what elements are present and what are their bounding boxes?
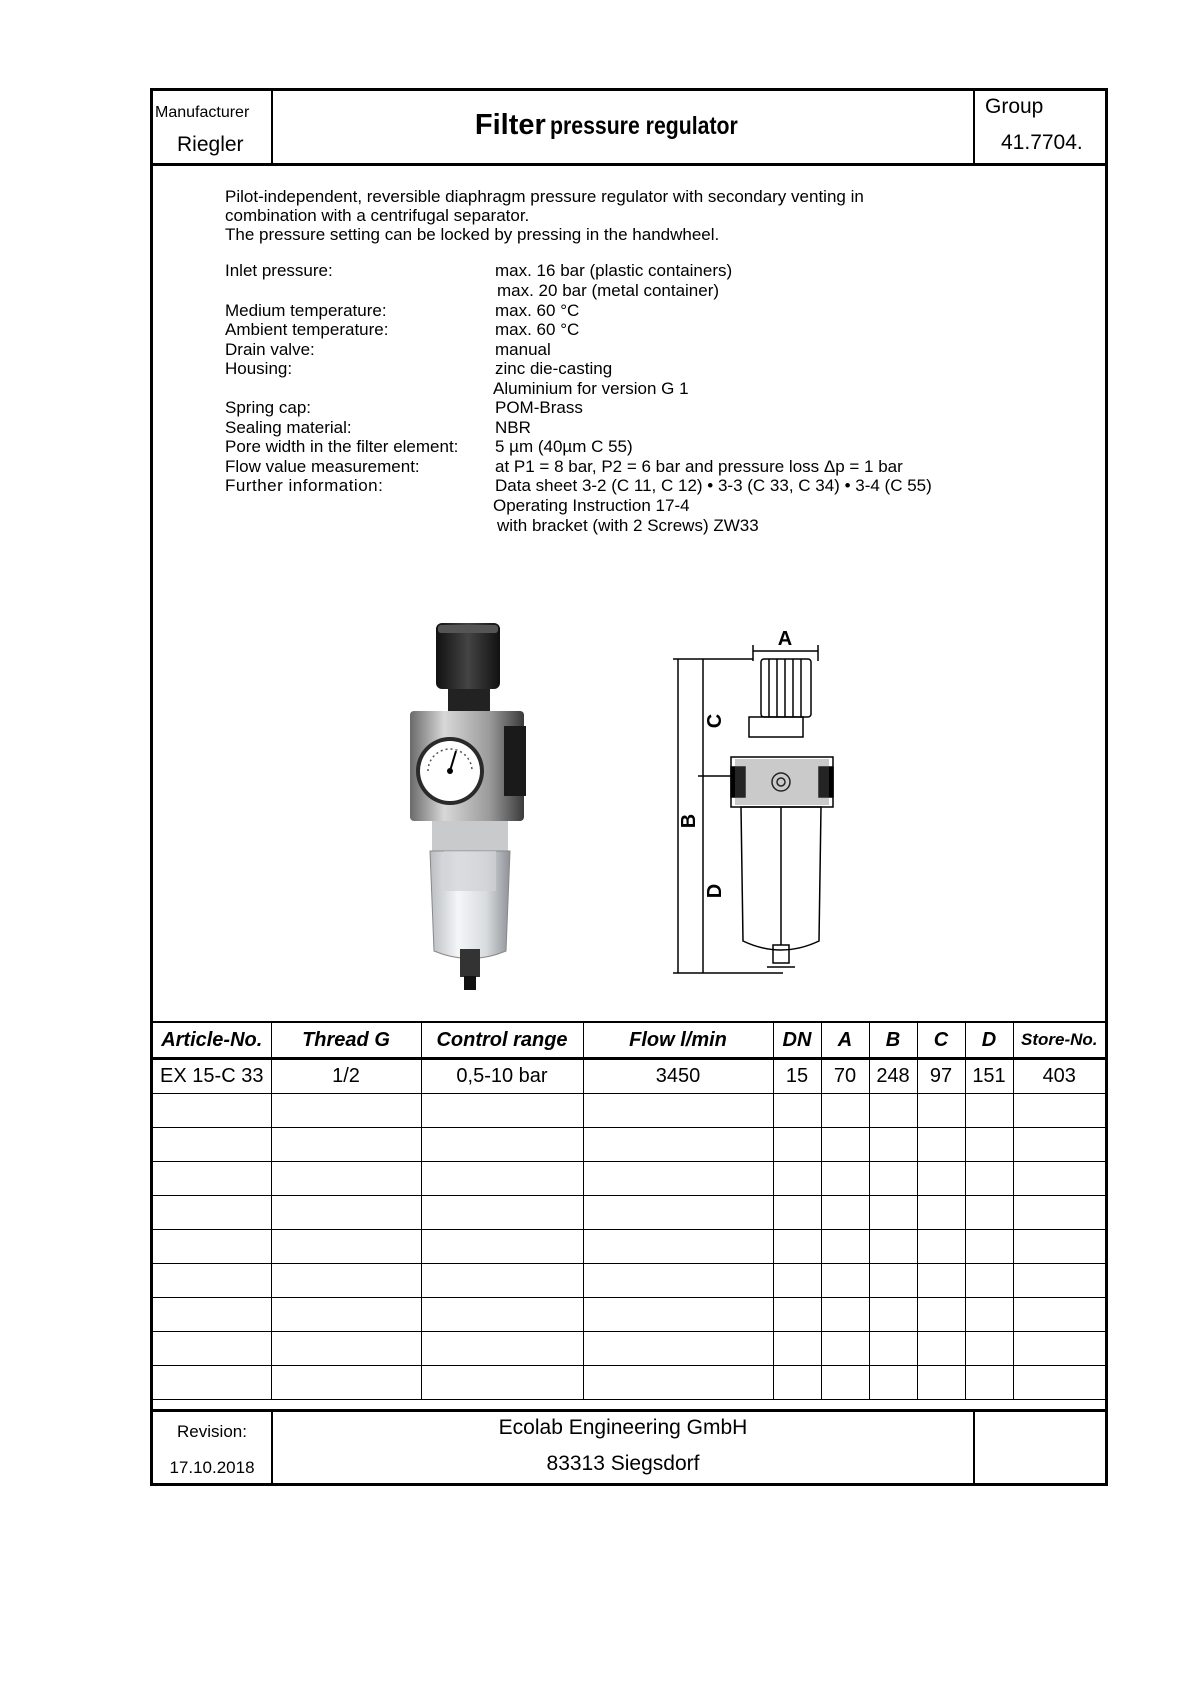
spec-label: Sealing material:: [225, 418, 352, 437]
dimension-label-c: C: [704, 713, 726, 729]
spec-value: NBR: [495, 418, 531, 437]
table-row: [153, 1264, 1105, 1298]
spec-label: Medium temperature:: [225, 301, 387, 320]
spec-label: Further information:: [225, 476, 384, 495]
spec-label: Flow value measurement:: [225, 457, 420, 476]
table-cell: 0,5-10 bar: [421, 1059, 583, 1094]
spec-value: max. 16 bar (plastic containers): [495, 261, 733, 280]
page-title: [273, 109, 973, 142]
table-cell: 248: [869, 1059, 917, 1094]
spec-value: zinc die-casting: [495, 359, 613, 378]
spec-value: max. 60 °C: [495, 320, 580, 339]
table-cell: EX 15-C 33: [153, 1059, 271, 1094]
spec-label: Inlet pressure:: [225, 261, 333, 280]
description-line: The pressure setting can be locked by pressing in the handwheel.: [225, 225, 720, 244]
table-header-row: [153, 1022, 1105, 1059]
table-row: [153, 1366, 1105, 1400]
spec-value: Data sheet 3-2 (C 11, C 12) • 3-3 (C 33, C 34) • 3-4 (C 55): [495, 476, 932, 495]
table-row: [153, 1162, 1105, 1196]
product-photo: [408, 621, 528, 996]
table-cell: 403: [1013, 1059, 1105, 1094]
column-header: Store-No.: [1013, 1022, 1105, 1059]
table-row: [153, 1128, 1105, 1162]
column-header: A: [821, 1022, 869, 1059]
dimension-label-d: D: [704, 883, 726, 899]
column-header: B: [869, 1022, 917, 1059]
column-header: DN: [773, 1022, 821, 1059]
spec-value: with bracket (with 2 Screws) ZW33: [497, 516, 759, 535]
column-header: C: [917, 1022, 965, 1059]
manufacturer-name: Riegler: [177, 133, 244, 156]
company-name: Ecolab Engineering GmbH: [498, 1416, 748, 1439]
spec-label: Housing:: [225, 359, 293, 378]
group-number: 41.7704.: [1001, 131, 1083, 154]
revision-label: Revision:: [177, 1422, 247, 1441]
spec-value: Aluminium for version G 1: [493, 379, 689, 398]
data-sheet: [150, 88, 1108, 1486]
spec-label: Pore width in the filter element:: [225, 437, 459, 456]
title-rest: pressure regulator: [550, 112, 739, 140]
footer: [153, 1409, 1105, 1486]
dimension-label-b: B: [678, 813, 700, 829]
column-header: Flow l/min: [583, 1022, 773, 1059]
description-line: Pilot-independent, reversible diaphragm pressure regulator with secondary venting in: [225, 187, 864, 206]
table-cell: 1/2: [271, 1059, 421, 1094]
dimension-drawing: [673, 621, 973, 996]
table-cell: 97: [917, 1059, 965, 1094]
column-header: Thread G: [271, 1022, 421, 1059]
group-label: Group: [985, 95, 1044, 118]
company-address: 83313 Siegsdorf: [546, 1452, 700, 1475]
table-cell: 151: [965, 1059, 1013, 1094]
column-header: Control range: [421, 1022, 583, 1059]
column-header: D: [965, 1022, 1013, 1059]
revision-date: 17.10.2018: [169, 1458, 255, 1477]
spec-label: Spring cap:: [225, 398, 311, 417]
manufacturer-cell: [153, 91, 273, 163]
spec-label: Drain valve:: [225, 340, 315, 359]
title-bold: Filter: [474, 109, 546, 141]
table-row: [153, 1059, 1105, 1094]
header: [153, 91, 1105, 166]
description: [225, 187, 864, 244]
spec-value: max. 20 bar (metal container): [497, 281, 720, 300]
table-row: [153, 1230, 1105, 1264]
table-cell: 15: [773, 1059, 821, 1094]
table-row: [153, 1196, 1105, 1230]
description-line: combination with a centrifugal separator.: [225, 206, 530, 225]
table-cell: 70: [821, 1059, 869, 1094]
table-cell: 3450: [583, 1059, 773, 1094]
revision-cell: [153, 1412, 273, 1486]
title-cell: [273, 91, 973, 163]
column-header: Article-No.: [153, 1022, 271, 1059]
dimension-label-a: A: [777, 628, 793, 650]
manufacturer-label: Manufacturer: [155, 104, 250, 121]
table-row: [153, 1094, 1105, 1128]
table-row: [153, 1298, 1105, 1332]
spec-value: 5 µm (40µm C 55): [495, 437, 633, 456]
spec-value: Operating Instruction 17-4: [493, 496, 690, 515]
article-table: [153, 1021, 1105, 1400]
table-row: [153, 1332, 1105, 1366]
spec-value: at P1 = 8 bar, P2 = 6 bar and pressure loss Δp = 1 bar: [495, 457, 903, 476]
spec-value: POM-Brass: [495, 398, 583, 417]
footer-empty-cell: [973, 1412, 1107, 1486]
group-cell: [973, 91, 1107, 163]
spec-value: max. 60 °C: [495, 301, 580, 320]
spec-label: Ambient temperature:: [225, 320, 389, 339]
spec-value: manual: [495, 340, 551, 359]
